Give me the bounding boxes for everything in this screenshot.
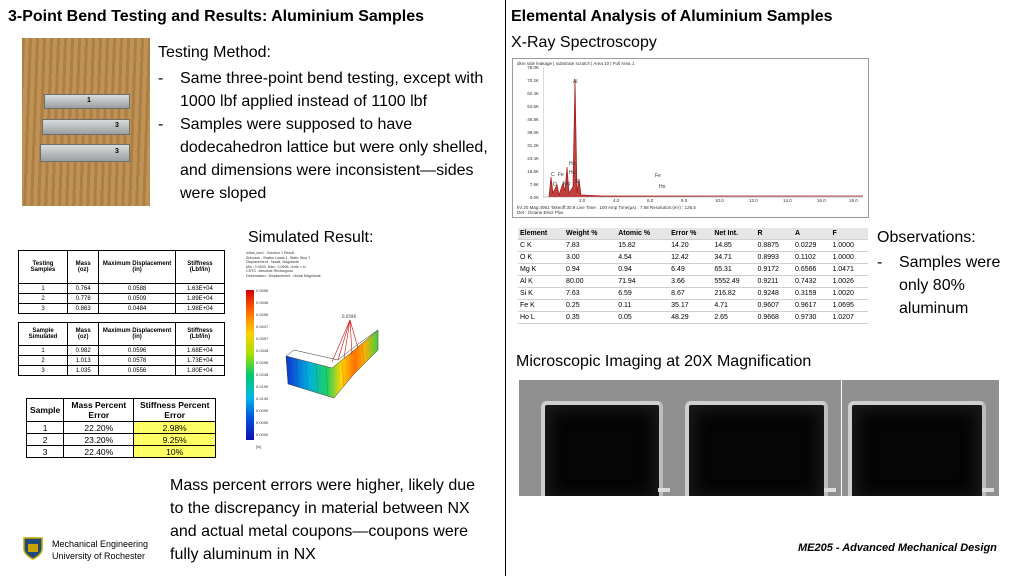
table-row: 2 0.778 0.0509 1.89E+04 <box>19 294 225 304</box>
col-header: Sample <box>27 399 64 422</box>
observation-bullet: - Samples were only 80% aluminum <box>877 254 1001 317</box>
testing-table <box>18 250 225 314</box>
peak-label: 0.0596 <box>342 314 356 319</box>
y-axis-ticks: 78.0K 70.2K 62.4K 54.6K 46.8K 39.0K 31.2K 23.4K 15.6K 7.8K 0.0K <box>527 65 539 200</box>
error-table <box>26 398 216 458</box>
simulated-heading: Simulated Result: <box>248 229 374 246</box>
course-label: ME205 - Advanced Mechanical Design <box>798 542 997 554</box>
micrograph-2 <box>675 380 841 496</box>
table-row: 2 23.20% 9.25% <box>27 434 216 446</box>
testing-method-heading: Testing Method: <box>158 44 271 61</box>
conclusion-text: Mass percent errors were higher, likely due to the discrepancy in material between NX and actual metal coupons—coupons were fully aluminum in NX <box>170 477 476 563</box>
table-row: 1 22.20% 2.98% <box>27 422 216 434</box>
table-row: Al K 80.00 71.94 3.66 5552.49 0.9211 0.7432 1.0026 <box>518 276 868 288</box>
observations-heading: Observations: <box>877 229 976 246</box>
xray-spectrum: dkm side leakage | substrate scratch | Area 10 | Full Area 1 78.0K 70.2K 62.4K 54.6K 46.8K 39.0K 31.2K 23.4K 15.6K 7.8K 0.0K Al Ho C Fe Ho O Mg Si Fe Ho 2.0 4.0 6.0 8.0 10.0 12.0 14.0 16.0 18.0 kV:20 Mag:4961 Takeoff:30.9 Live Time : 100 Amp Time(µs) : 7.68 Resolution:(eV) : 126.5 Det : Octane Elect Plus <box>512 58 869 218</box>
deformed-beam-render <box>282 300 382 420</box>
legend-labels: 0.0596 0.0546 0.0496 0.0447 0.0397 0.0348 0.0298 0.0248 0.0199 0.0149 0.0099 0.0050 0.0000 [in] <box>256 288 269 449</box>
col-header: Atomic % <box>616 228 669 240</box>
table-row: C K 7.83 15.82 14.20 14.85 0.8875 0.0229 1.0000 <box>518 240 868 252</box>
col-header: Weight % <box>564 228 616 240</box>
sim-overlay-text: Initial_sim1 : Solution 1 Result Subcase - Statics Loads 1, Static Step 1 Displacement - Nodal, Magnitude Min : 0.0000, Max : 0.0596, Units = in CSYS : Absolute Rectangular Deformation : Displacement - Nodal Magnitude <box>246 251 321 278</box>
element-table <box>518 228 868 324</box>
university-seal-icon <box>22 536 44 560</box>
table-row: O K 3.00 4.54 12.42 34.71 0.8993 0.1102 1.0000 <box>518 252 868 264</box>
simulated-table <box>18 322 225 376</box>
col-header: Stiffness (Lbf/in) <box>175 323 224 346</box>
table-row: 3 22.40% 10% <box>27 446 216 458</box>
table-row: 3 1.035 0.0556 1.80E+04 <box>19 366 225 376</box>
sample-bar-3: 3 <box>40 144 130 162</box>
col-header: Maximum Displacement (in) <box>99 251 176 284</box>
table-row: Ho L 0.35 0.05 48.29 2.65 0.9668 0.9730 1.0207 <box>518 312 868 324</box>
right-title: Elemental Analysis of Aluminium Samples <box>511 8 833 25</box>
samples-photo <box>22 38 150 206</box>
displacement-legend <box>246 290 254 440</box>
col-header: Testing Samples <box>19 251 68 284</box>
xray-heading: X-Ray Spectroscopy <box>511 34 657 51</box>
col-header: Sample Simulated <box>19 323 68 346</box>
table-row: Mg K 0.94 0.94 6.49 65.31 0.9172 0.6566 1.0471 <box>518 264 868 276</box>
col-header: F <box>830 228 868 240</box>
col-header: Mass (oz) <box>68 251 99 284</box>
col-header: Mass Percent Error <box>64 399 134 422</box>
col-header: R <box>756 228 793 240</box>
table-row: 3 0.863 0.0484 1.98E+04 <box>19 304 225 314</box>
method-bullet-2: - Samples were supposed to have dodecahedron lattice but were only shelled, and dimensions were inconsistent—sides were sloped <box>158 116 488 202</box>
col-header: Error % <box>669 228 712 240</box>
table-row: Si K 7.63 6.59 8.67 216.82 0.9248 0.3159 1.0020 <box>518 288 868 300</box>
logo-text: Mechanical Engineering University of Rochester <box>52 539 149 561</box>
left-title: 3-Point Bend Testing and Results: Aluminium Samples <box>8 8 425 25</box>
spectrum-plot <box>543 67 863 199</box>
micrograph-1 <box>519 380 675 496</box>
table-row: 2 1.013 0.0578 1.73E+04 <box>19 356 225 366</box>
method-bullets <box>158 67 503 205</box>
sample-bar-1: 1 <box>44 94 130 109</box>
observations-list <box>877 251 1017 320</box>
x-axis-ticks: 2.0 4.0 6.0 8.0 10.0 12.0 14.0 16.0 18.0 <box>579 198 858 203</box>
table-row: 1 0.764 0.0588 1.63E+04 <box>19 284 225 294</box>
table-row: Fe K 0.25 0.11 35.17 4.71 0.9607 0.9617 1.0695 <box>518 300 868 312</box>
col-header: A <box>793 228 830 240</box>
col-header: Stiffness Percent Error <box>134 399 216 422</box>
method-bullet-1: - Same three-point bend testing, except with 1000 lbf applied instead of 1100 lbf <box>158 70 484 110</box>
col-header: Element <box>518 228 564 240</box>
col-header: Net Int. <box>712 228 755 240</box>
table-row: 1 0.982 0.0596 1.68E+04 <box>19 346 225 356</box>
micro-heading: Microscopic Imaging at 20X Magnification <box>516 353 812 370</box>
col-header: Maximum Displacement (in) <box>99 323 176 346</box>
center-divider <box>505 0 506 576</box>
col-header: Stiffness (Lbf/in) <box>175 251 224 284</box>
micrograph-3 <box>842 380 999 496</box>
col-header: Mass (oz) <box>68 323 99 346</box>
sample-bar-2: 3 <box>42 119 130 135</box>
